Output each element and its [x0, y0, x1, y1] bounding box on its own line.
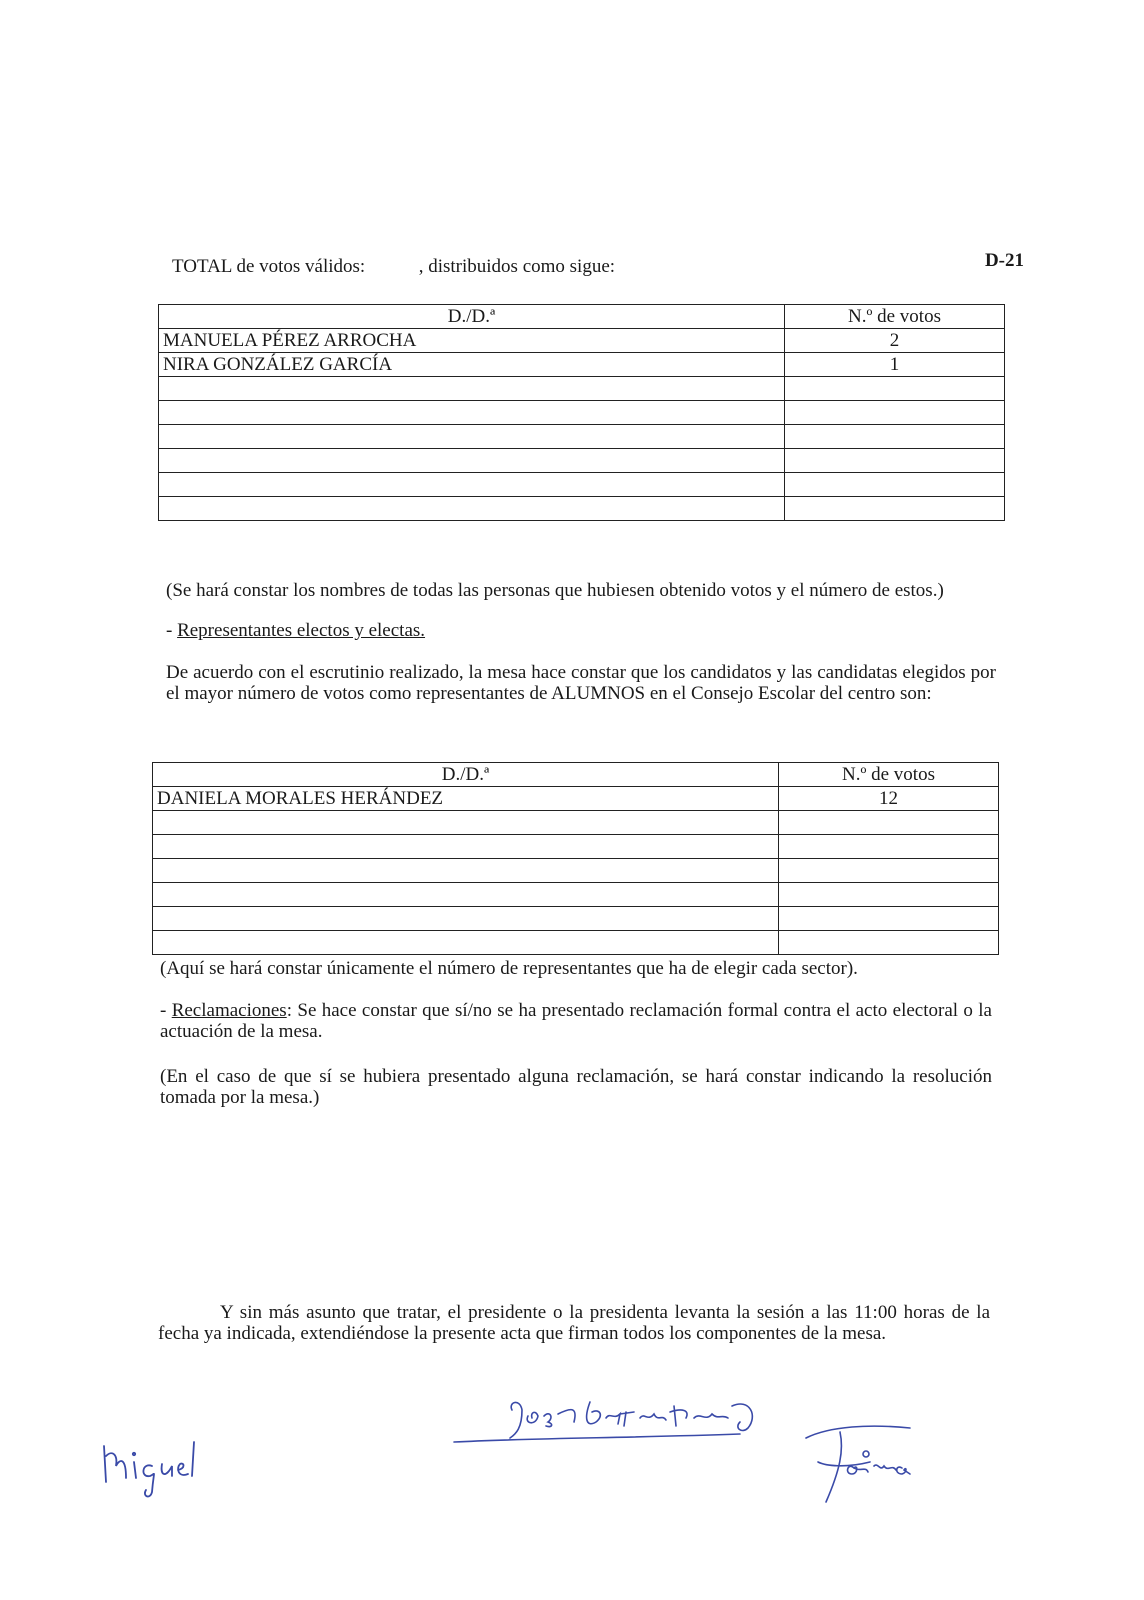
total-votes-label: TOTAL de votos válidos: — [172, 256, 366, 277]
elected-votes — [779, 907, 999, 931]
table-row — [159, 497, 1005, 521]
table-row — [153, 907, 999, 931]
elected-votes — [779, 859, 999, 883]
candidate-name — [159, 473, 785, 497]
table-header-row — [159, 305, 1005, 329]
representantes-heading-line: - Representantes electos y electas. — [166, 620, 426, 641]
elected-votes — [779, 835, 999, 859]
elected-votes — [779, 811, 999, 835]
table-row — [159, 449, 1005, 473]
elected-votes — [779, 883, 999, 907]
table-row — [159, 401, 1005, 425]
representantes-paragraph — [166, 662, 996, 704]
candidate-votes — [785, 473, 1005, 497]
candidate-votes — [785, 377, 1005, 401]
elected-name — [153, 859, 779, 883]
candidate-name — [159, 425, 785, 449]
reclamaciones-heading: Reclamaciones — [171, 1000, 287, 1021]
signature-center-drawing — [450, 1388, 770, 1460]
candidate-votes — [785, 497, 1005, 521]
candidate-name: MANUELA PÉREZ ARROCHA — [159, 329, 785, 353]
total-votes-line — [172, 256, 615, 278]
signature-right — [800, 1416, 940, 1508]
elected-votes — [779, 931, 999, 955]
elected-name — [153, 883, 779, 907]
signature-center — [450, 1388, 770, 1460]
document-code: D-21 — [984, 250, 1024, 271]
table-row — [159, 329, 1005, 353]
table-row — [153, 835, 999, 859]
candidate-name — [159, 449, 785, 473]
table-row — [159, 425, 1005, 449]
candidate-name — [159, 401, 785, 425]
elected-name — [153, 907, 779, 931]
candidate-name — [159, 377, 785, 401]
candidate-name — [159, 497, 785, 521]
representantes-text-suffix: en el Consejo Escolar del centro son: — [649, 683, 932, 704]
candidate-votes: 1 — [785, 353, 1005, 377]
column-header-votes: N.º de votos — [785, 305, 1005, 329]
closing-paragraph — [158, 1302, 990, 1344]
elected-name — [153, 811, 779, 835]
candidate-votes — [785, 449, 1005, 473]
candidate-votes — [785, 401, 1005, 425]
table-header-row — [153, 763, 999, 787]
candidate-name: NIRA GONZÁLEZ GARCÍA — [159, 353, 785, 377]
elected-table — [152, 762, 999, 955]
candidate-votes: 2 — [785, 329, 1005, 353]
reclamaciones-paragraph: - Reclamaciones: Se hace constar que sí/no se ha presentado reclamación formal contra el acto electoral o la actuación de la mesa. — [160, 1000, 992, 1042]
elected-name — [153, 931, 779, 955]
total-votes-suffix: , distribuidos como sigue: — [418, 256, 616, 277]
column-header-votes: N.º de votos — [779, 763, 999, 787]
table-row — [159, 353, 1005, 377]
signature-right-drawing — [800, 1416, 940, 1508]
representantes-heading: Representantes electos y electas. — [177, 620, 426, 641]
closing-text-prefix: Y sin más asunto que tratar, el presidente o la presidenta levanta la sesión a las — [220, 1302, 848, 1323]
representantes-sector: ALUMNOS — [551, 683, 646, 704]
column-header-name: D./D.ª — [153, 763, 779, 787]
representantes-text-prefix: De acuerdo con el escrutinio realizado, la mesa hace constar que los candidatos y las candidatas elegidos por el mayor número de votos como representantes de — [166, 662, 996, 704]
closing-time: 11:00 — [854, 1302, 897, 1323]
votes-table — [158, 304, 1005, 521]
table1-note: (Se hará constar los nombres de todas las personas que hubiesen obtenido votos y el número de estos.) — [166, 580, 944, 601]
elected-votes: 12 — [779, 787, 999, 811]
signature-left-drawing — [96, 1432, 206, 1502]
table2-note: (Aquí se hará constar únicamente el número de representantes que ha de elegir cada sector). — [160, 958, 858, 979]
table-row — [153, 859, 999, 883]
table-row — [153, 931, 999, 955]
reclamaciones-text: : Se hace constar que sí/no se ha presentado reclamación formal contra el acto electoral o la actuación de la mesa. — [160, 1000, 992, 1042]
table-row — [159, 377, 1005, 401]
closing-text-suffix: horas de la fecha ya indicada, extendiéndose la presente acta que firman todos los componentes de la mesa. — [158, 1302, 991, 1344]
table-row — [153, 883, 999, 907]
reclamaciones-note: (En el caso de que sí se hubiera presentado alguna reclamación, se hará constar indicando la resolución tomada por la mesa.) — [160, 1066, 992, 1108]
signature-left — [96, 1432, 206, 1502]
table-row — [153, 811, 999, 835]
elected-name — [153, 835, 779, 859]
column-header-name: D./D.ª — [159, 305, 785, 329]
elected-name: DANIELA MORALES HERÁNDEZ — [153, 787, 779, 811]
table-row — [159, 473, 1005, 497]
candidate-votes — [785, 425, 1005, 449]
table-row — [153, 787, 999, 811]
